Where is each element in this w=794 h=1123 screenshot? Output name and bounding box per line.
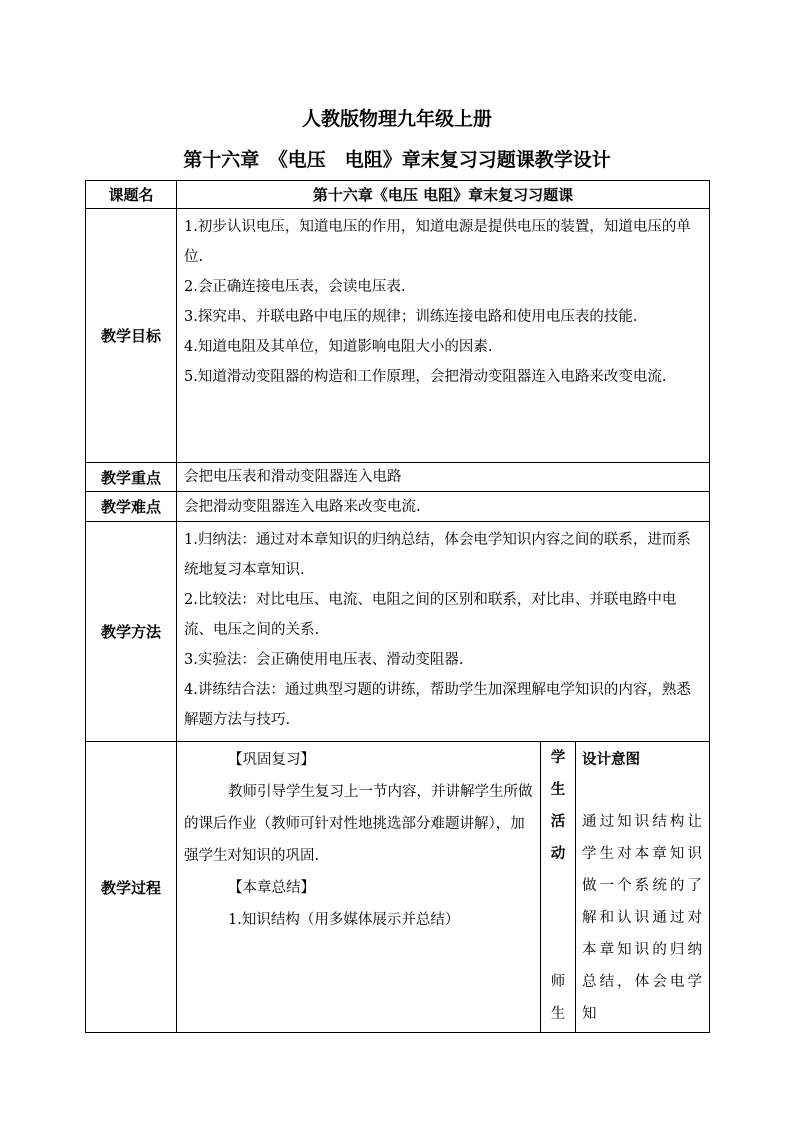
label-process: 教学过程 — [86, 742, 177, 1033]
teacher-student-char: 师 — [550, 974, 566, 990]
row-topic — [86, 181, 710, 209]
review-text: 教师引导学生复习上一节内容，并讲解学生所做的课后作业（教师可针对性地挑选部分难题讲解），加强学生对知识的巩固. — [184, 784, 533, 864]
student-activity-char: 活 — [550, 813, 566, 830]
label-objectives: 教学目标 — [86, 209, 177, 463]
label-topic: 课题名 — [86, 181, 177, 209]
key-points-value: 会把电压表和滑动变阻器连入电路 — [177, 463, 710, 492]
document-subtitle: 第十六章 《电压 电阻》章末复习习题课教学设计 — [183, 149, 611, 171]
objectives-list — [177, 209, 710, 463]
objective-item: 4.知道电阻及其单位，知道影响电阻大小的因素. — [184, 339, 493, 355]
difficulties-value: 会把滑动变阻器连入电路来改变电流. — [177, 492, 710, 522]
row-difficulties — [86, 492, 710, 522]
method-item: 2.比较法：对比电压、电流、电阻之间的区别和联系，对比串、并联电路中电流、电压之间的关系. — [184, 592, 677, 638]
student-activity-char: 动 — [550, 845, 566, 862]
objective-item: 5.知道滑动变阻器的构造和工作原理，会把滑动变阻器连入电路来改变电流. — [184, 369, 667, 385]
row-methods — [86, 522, 710, 742]
label-difficulties: 教学难点 — [86, 492, 177, 522]
activity-column — [541, 742, 576, 1033]
lesson-plan-table — [85, 180, 710, 1033]
design-intent-heading: 设计意图 — [582, 751, 640, 768]
method-item: 3.实验法：会正确使用电压表、滑动变阻器. — [184, 652, 464, 668]
student-activity-char: 生 — [550, 781, 566, 798]
design-intent-text: 通过知识结构让学生对本章知识做一个系统的了解和认识通过对本章知识的归纳总结，体会电学知 — [582, 814, 703, 1022]
objective-item: 2.会正确连接电压表，会读电压表. — [184, 279, 406, 295]
objective-item: 1.初步认识电压，知道电压的作用，知道电源是提供电压的装置，知道电压的单位. — [184, 219, 691, 265]
summary-item: 1.知识结构（用多媒体展示并总结） — [228, 912, 460, 928]
document-title: 人教版物理九年级上册 — [301, 108, 492, 130]
process-content — [177, 742, 541, 1033]
method-item: 1.归纳法：通过对本章知识的归纳总结，体会电学知识内容之间的联系，进而系统地复习本章知识. — [184, 532, 691, 578]
objective-item: 3.探究串、并联电路中电压的规律；训练连接电路和使用电压表的技能. — [184, 309, 638, 325]
review-heading: 【巩固复习】 — [228, 752, 315, 768]
design-intent-column — [576, 742, 710, 1033]
teacher-student-char: 生 — [550, 1006, 566, 1022]
summary-heading: 【本章总结】 — [228, 880, 315, 896]
method-item: 4.讲练结合法：通过典型习题的讲练，帮助学生加深理解电学知识的内容，熟悉解题方法与技巧. — [184, 682, 691, 728]
row-key-points — [86, 463, 710, 492]
row-process — [86, 742, 710, 1033]
topic-value: 第十六章《电压 电阻》章末复习习题课 — [177, 181, 710, 209]
label-key-points: 教学重点 — [86, 463, 177, 492]
row-objectives — [86, 209, 710, 463]
methods-list — [177, 522, 710, 742]
student-activity-char: 学 — [550, 749, 566, 766]
label-methods: 教学方法 — [86, 522, 177, 742]
